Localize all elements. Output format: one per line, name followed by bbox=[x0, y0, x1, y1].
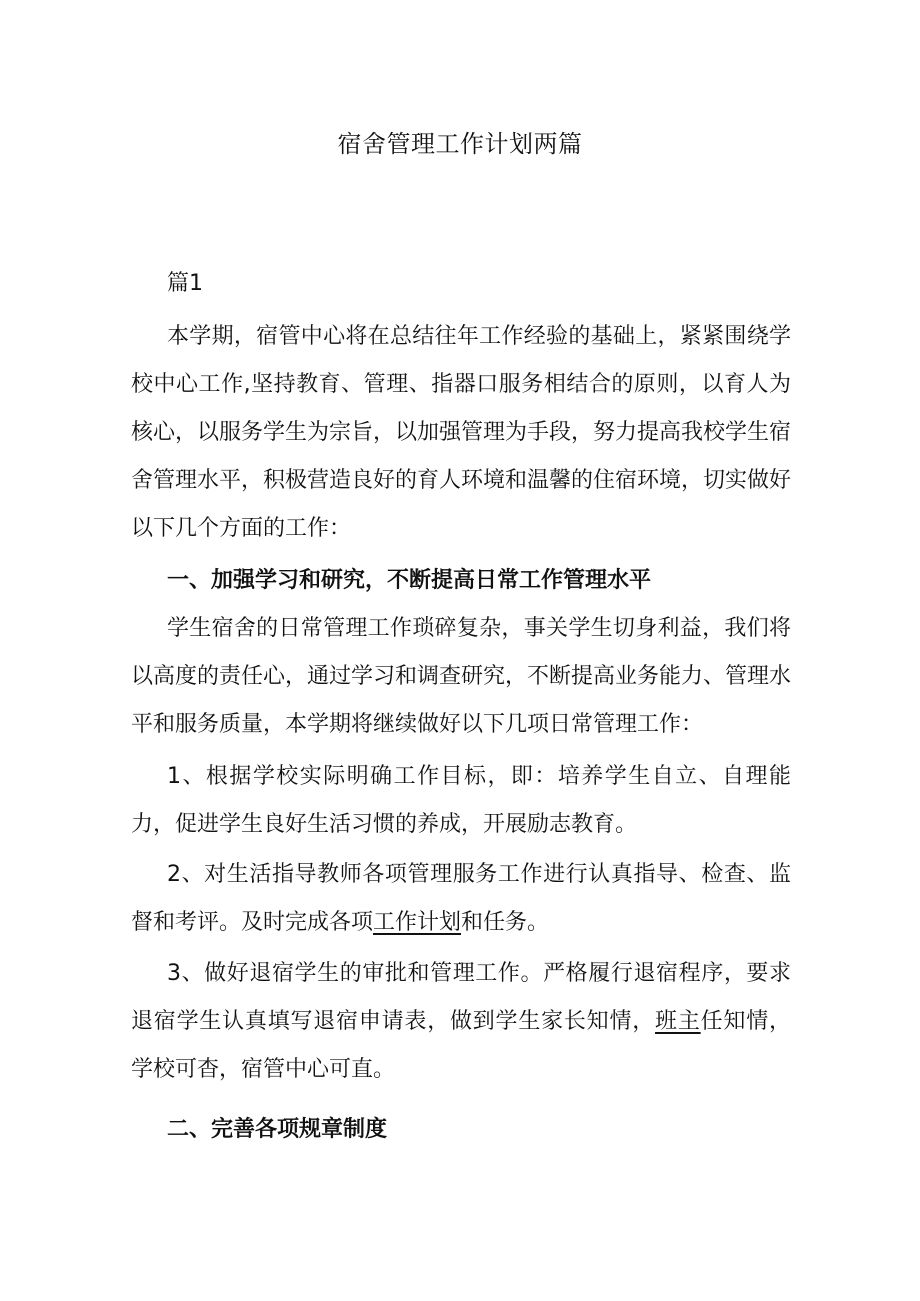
list-item-3-text-b: 任知情，学校可杳，宿管中心可直。 bbox=[131, 1009, 791, 1082]
list-item-2-text-b: 和任务。 bbox=[461, 910, 550, 935]
class-teacher-link[interactable]: 班主 bbox=[655, 1009, 701, 1034]
list-item-1: 1、根据学校实际明确工作目标，即：培养学生自立、自理能力，促进学生良好生活习惯的养成，开展励志教育。 bbox=[131, 764, 791, 837]
heading-two: 二、完善各项规章制度 bbox=[167, 1117, 388, 1142]
heading-one: 一、加强学习和研究，不断提高日常工作管理水平 bbox=[167, 568, 652, 593]
list-item-3 bbox=[131, 950, 791, 1094]
paragraph-one: 学生宿舍的日常管理工作琐碎复杂，事关学生切身利益，我们将以高度的责任心，通过学习和调查研究，不断提高业务能力、管理水平和服务质量，本学期将继续做好以下几项日常管理工作： bbox=[131, 616, 792, 737]
list-item-2-text-a: 2、对生活指导教师各项管理服务工作进行认真指导、检查、监督和考评。及时完成各项 bbox=[131, 862, 791, 935]
intro-paragraph: 本学期，宿管中心将在总结往年工作经验的基础上，紧紧围绕学校中心工作,坚持教育、管理、指器口服务相结合的原则，以育人为核心，以服务学生为宗旨，以加强管理为手段，努力提高我校学生宿舍管理水平，积极营造良好的育人环境和温馨的住宿环境，切实做好以下几个方面的工作： bbox=[131, 324, 792, 541]
section-label: 篇1 bbox=[167, 271, 203, 296]
list-item-2 bbox=[131, 851, 791, 947]
list-item-3-text-a: 3、做好退宿学生的审批和管理工作。严格履行退宿程序，要求退宿学生认真填写退宿申请表，做到学生家长知情， bbox=[131, 961, 791, 1034]
work-plan-link[interactable]: 工作计划 bbox=[373, 910, 462, 935]
document-title: 宿舍管理工作计划两篇 bbox=[337, 130, 583, 158]
